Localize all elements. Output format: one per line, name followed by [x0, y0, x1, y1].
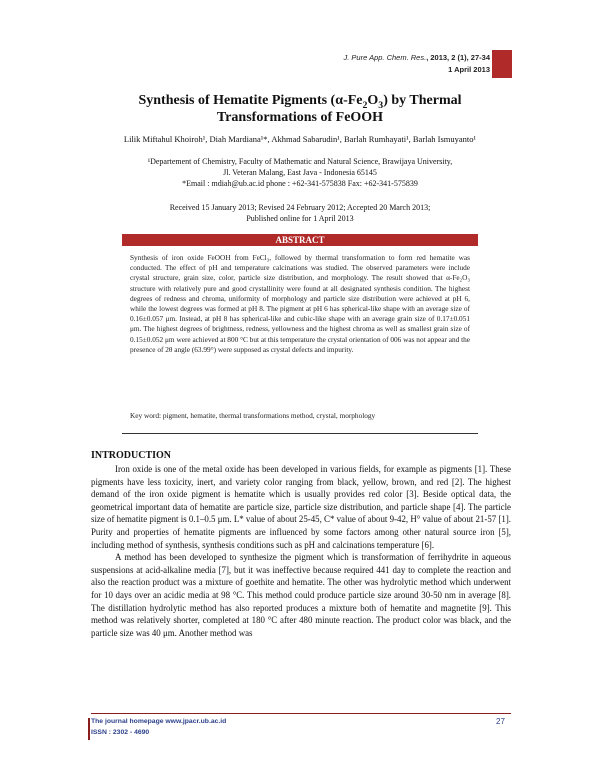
keywords: Key word: pigment, hematite, thermal transformations method, crystal, morphology	[130, 411, 376, 420]
paper-title	[80, 92, 520, 126]
journal-name: J. Pure App. Chem. Res.	[343, 53, 427, 62]
volume-info: , 2013, 2 (1), 27-34	[426, 53, 490, 62]
submission-dates	[80, 202, 520, 224]
footer-divider	[91, 713, 511, 714]
title-subscript: 3	[378, 99, 384, 111]
abstract-heading: ABSTRACT	[122, 234, 478, 246]
affiliation-line: Jl. Veteran Malang, East Java - Indonesia 65145	[223, 168, 377, 177]
journal-reference	[270, 52, 490, 76]
page-number: 27	[496, 717, 505, 726]
contact-line: *Email : mdiah@ub.ac.id phone : +62-341-575838 Fax: +62-341-575839	[182, 179, 418, 188]
journal-citation-line	[270, 52, 490, 64]
footer-info	[91, 716, 226, 738]
introduction-heading: INTRODUCTION	[91, 450, 172, 461]
section-divider	[122, 433, 478, 434]
introduction-body	[91, 463, 511, 639]
affiliation-line: ¹Departement of Chemistry, Faculty of Mathematic and Natural Science, Brawijaya University,	[147, 157, 453, 166]
paragraph: Iron oxide is one of the metal oxide has been developed in various fields, for example as pigments [1]. These pigments have less toxicity, inert, and variety color ranging from black, yellow, brown, and red [2]. The highest demand of the iron oxide pigment is hematite which is usually provides red color [3]. Beside optical data, the geometrical important data of hematite are particle size, particle size distribution, and particle shape [4]. The particle size of hematite pigment is 0.1–0.5 μm. L* value of about 25-45, C* value of about 9-42, H° value of about 21-57 [1]. Purity and properties of hematite pigments are influenced by some factors among other natural source iron [5], including method of synthesis, synthesis conditions such as pH and calcinations temperature [6].	[91, 464, 511, 550]
title-line-2: Transformations of FeOOH	[216, 110, 384, 125]
issn: ISSN : 2302 - 4690	[91, 729, 150, 736]
title-part: ) by Thermal	[383, 93, 462, 108]
dates-line: Received 15 January 2013; Revised 24 February 2012; Accepted 20 March 2013;	[169, 203, 431, 212]
title-alpha: α	[335, 93, 344, 108]
publication-date: 1 April 2013	[448, 65, 490, 74]
footer-accent-bar	[88, 718, 90, 740]
affiliation	[80, 156, 520, 189]
abstract-text: Synthesis of iron oxide FeOOH from FeCl₃, followed by thermal transformation to form red hematite was conducted. The effect of pH and temperature calcinations was studied. The observed parameters were include crystal structure, grain size, color, particle size distribution, and morphology. The result showed that α-Fe₂O₃ structure with relatively pure and good crystallinity were found at all designated synthesis condition. The highest degrees of redness and chroma, uniformity of morphology and particle size distribution were achieved at pH 6, while the lowest degrees was formed at pH 8. The pigment at pH 6 has spherical-like shape with an average size of 0.16±0.057 μm. Instead, at pH 8 has spherical-like and cubic-like shape with an average grain size of 0.17±0.051 μm. The highest degrees of brightness, redness, yellowness and the highest chroma as well as smallest grain size of 0.15±0.052 μm were achieved at 800 °C but at this temperature the crystal orientation of 006 was not appear and the presence of 2θ angle (63.99°) were supposed as crystal defects and impurity.	[130, 253, 470, 354]
title-part: -Fe	[343, 93, 363, 108]
title-part: O	[367, 93, 379, 108]
title-subscript: 2	[362, 99, 368, 111]
author-list: Lilik Miftahul Khoiroh¹, Diah Mardiana¹*, Akhmad Sabarudin¹, Barlah Rumhayati¹, Barlah Ismuyanto¹	[123, 134, 477, 144]
journal-homepage: The journal homepage www.jpacr.ub.ac.id	[91, 718, 227, 725]
paragraph: A method has been developed to synthesize the pigment which is transformation of ferrihydrite in aqueous suspensions at acid-alkaline media [7], but it was ineffective because required 441 day to complete the reaction and also the reaction product was a mixture of goethite and hematite. The other was hydrolytic method which underwent for 10 days over an acidic media at 98 °C. This method could produce particle size around 30-50 nm in average [8]. The distillation hydrolytic method has also reported produces a mixture both of hematite and magnetite [9]. This method was relatively shorter, completed at 180 °C after 480 minute reaction. The product color was black, and the particle size was 40 μm. Another method was	[91, 552, 511, 638]
journal-accent-tab	[492, 50, 512, 78]
dates-line: Published online for 1 April 2013	[246, 214, 354, 223]
title-part: Synthesis of Hematite Pigments (	[138, 93, 336, 108]
